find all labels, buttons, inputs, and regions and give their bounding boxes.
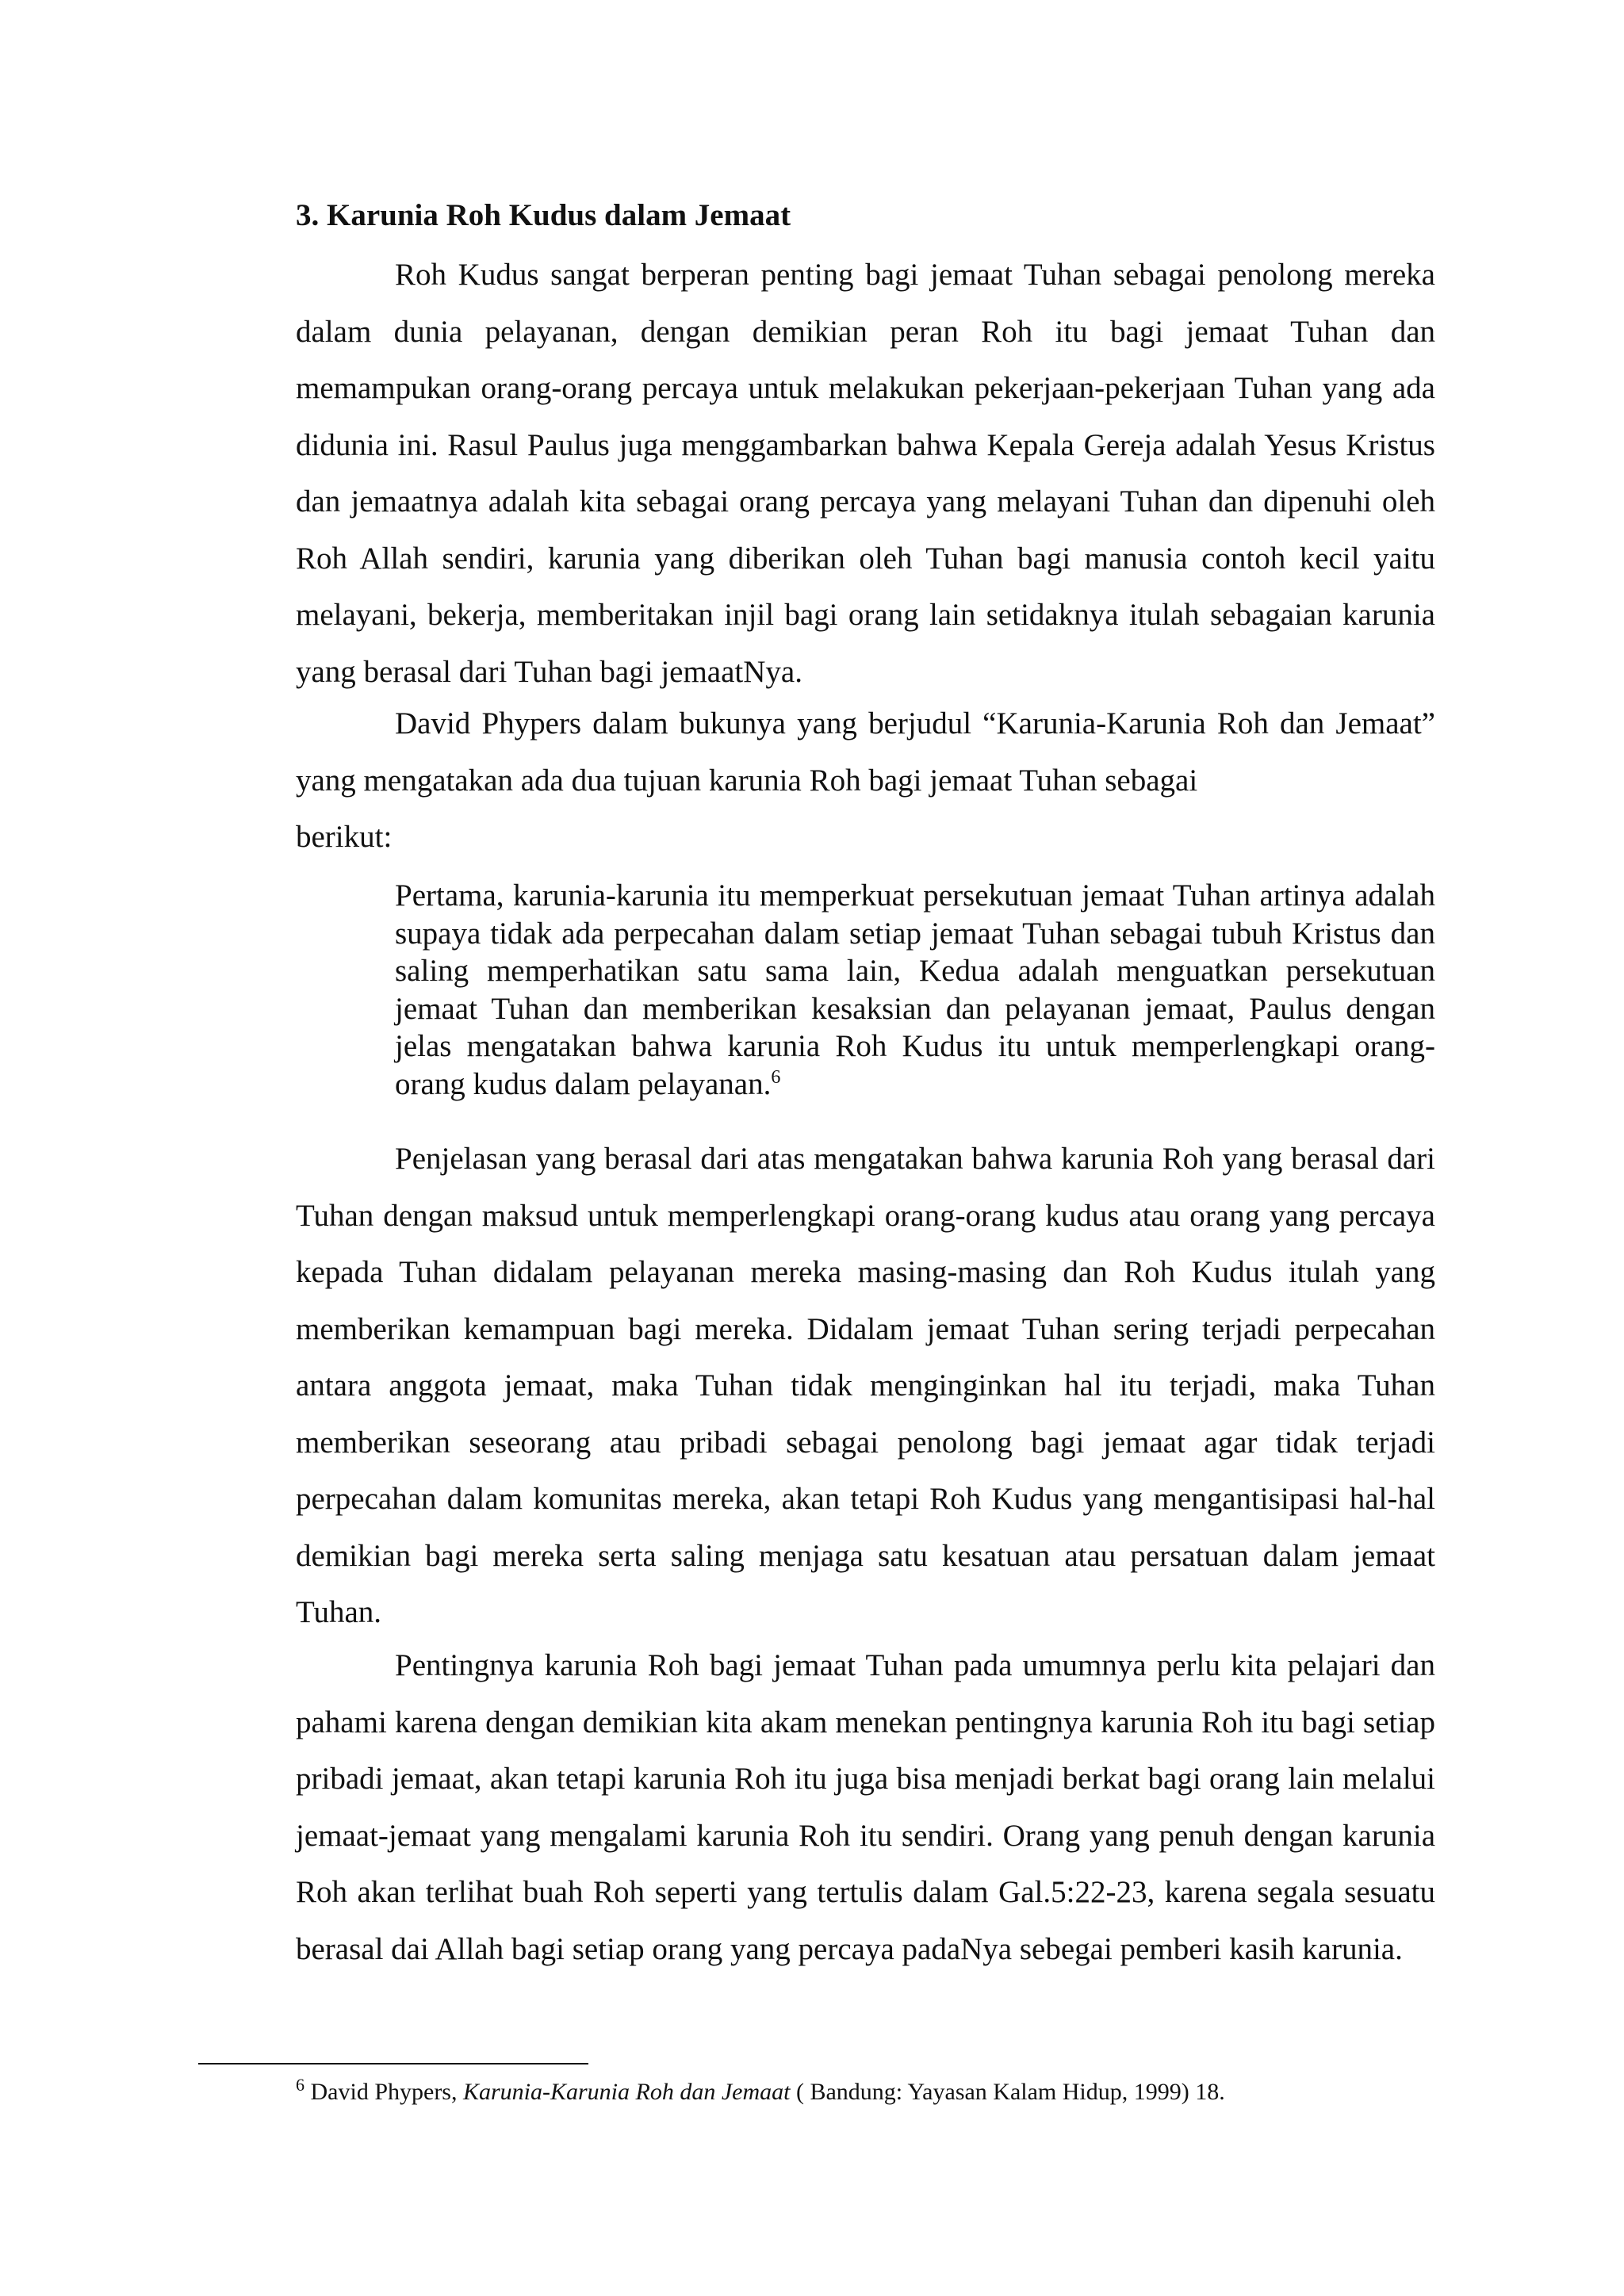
paragraph-explanation: Penjelasan yang berasal dari atas mengatakan bahwa karunia Roh yang berasal dari Tuhan dengan maksud untuk memperlengkapi orang-orang kudus atau orang yang percaya kepada Tuhan didalam pelayanan mereka masing-masing dan Roh Kudus itulah yang memberikan kemampuan bagi mereka. Didalam jemaat Tuhan sering terjadi perpecahan antara anggota jemaat, maka Tuhan tidak menginginkan hal itu terjadi, maka Tuhan memberikan seseorang atau pribadi sebagai penolong bagi jemaat agar tidak terjadi perpecahan dalam komunitas mereka, akan tetapi Roh Kudus yang mengantisipasi hal-hal demikian bagi mereka serta saling menjaga satu kesatuan atau persatuan dalam jemaat Tuhan. [296, 1142, 1435, 1629]
footnote-separator-rule [198, 2063, 588, 2064]
paragraph-david-phypers-intro-end: berikut: [296, 820, 393, 854]
quotation-text: Pertama, karunia-karunia itu memperkuat persekutuan jemaat Tuhan artinya adalah supaya tidak ada perpecahan dalam setiap jemaat Tuhan sebagai tubuh Kristus dan saling memperhatikan satu sama lain, Kedua adalah menguatkan persekutuan jemaat Tuhan dan memberikan kesaksian dan pelayanan jemaat, Paulus dengan jelas mengatakan bahwa karunia Roh Kudus itu untuk memperlengkapi orang-orang kudus dalam pelayanan. [395, 878, 1435, 1101]
footnote [296, 2076, 1225, 2108]
footnote-author: David Phypers, [310, 2079, 458, 2105]
section-heading: 3. Karunia Roh Kudus dalam Jemaat [296, 198, 791, 232]
footnote-number: 6 [296, 2075, 304, 2095]
paragraph-importance-of-gifts: Pentingnya karunia Roh bagi jemaat Tuhan pada umumnya perlu kita pelajari dan pahami karena dengan demikian kita akam menekan pentingnya karunia Roh itu bagi setiap pribadi jemaat, akan tetapi karunia Roh itu juga bisa menjadi berkat bagi orang lain melalui jemaat-jemaat yang mengalami karunia Roh itu sendiri. Orang yang penuh dengan karunia Roh akan terlihat buah Roh seperti yang tertulis dalam Gal.5:22-23, karena segala sesuatu berasal dai Allah bagi setiap orang yang percaya padaNya sebegai pemberi kasih karunia. [296, 1648, 1435, 1966]
paragraph-roh-kudus-role: Roh Kudus sangat berperan penting bagi jemaat Tuhan sebagai penolong mereka dalam dunia pelayanan, dengan demikian peran Roh itu bagi jemaat Tuhan dan memampukan orang-orang percaya untuk melakukan pekerjaan-pekerjaan Tuhan yang ada didunia ini. Rasul Paulus juga menggambarkan bahwa Kepala Gereja adalah Yesus Kristus dan jemaatnya adalah kita sebagai orang percaya yang melayani Tuhan dan dipenuhi oleh Roh Allah sendiri, karunia yang diberikan oleh Tuhan bagi manusia contoh kecil yaitu melayani, bekerja, memberitakan injil bagi orang lain setidaknya itulah sebagaian karunia yang berasal dari Tuhan bagi jemaatNya. [296, 258, 1435, 689]
footnote-publication-info: ( Bandung: Yayasan Kalam Hidup, 1999) 18. [795, 2079, 1225, 2105]
paragraph-david-phypers-intro: David Phypers dalam bukunya yang berjudul “Karunia-Karunia Roh dan Jemaat” yang mengatakan ada dua tujuan karunia Roh bagi jemaat Tuhan sebagai [296, 706, 1435, 798]
block-quotation [395, 877, 1435, 1103]
footnote-book-title: Karunia-Karunia Roh dan Jemaat [462, 2079, 791, 2105]
footnote-reference-marker[interactable]: 6 [771, 1066, 781, 1088]
